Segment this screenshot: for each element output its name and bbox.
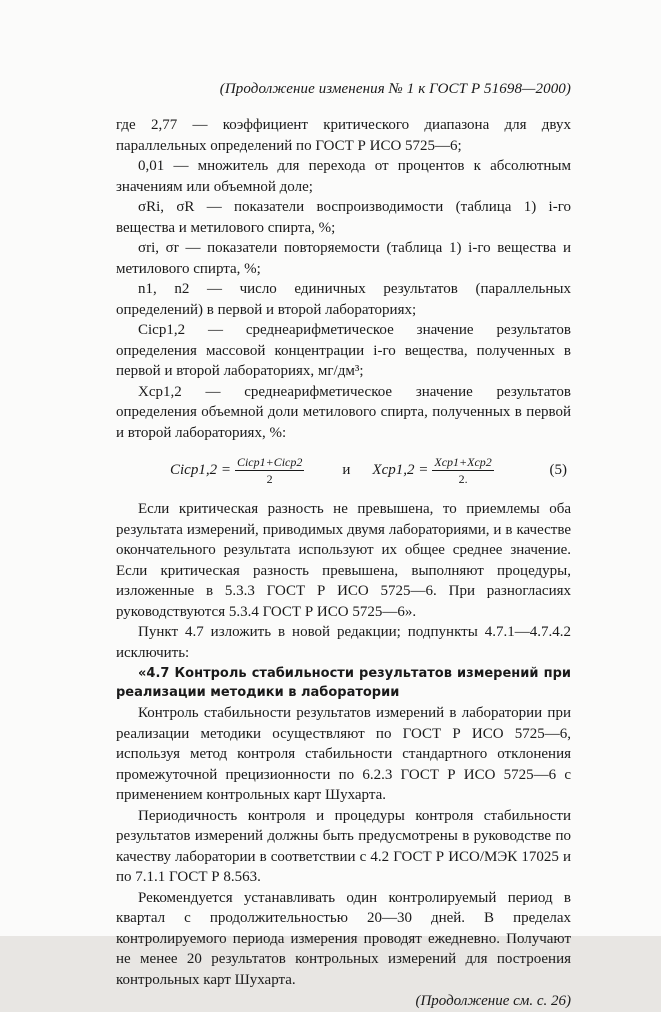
formula-left-fraction xyxy=(235,455,304,486)
paragraph-multiplier: 0,01 — множитель для перехода от процентов к абсолютным значениям или объемной доле; xyxy=(116,158,571,195)
section-heading: «4.7 Контроль стабильности результатов измерений при реализации методики в лаборатории xyxy=(116,666,571,700)
formula-conjunction: и xyxy=(342,461,351,478)
formula-left xyxy=(170,455,308,486)
paragraph-volume-fraction: Xcp1,2 — среднеарифметическое значение результатов определения объемной доли метилового спирта, полученных в первой и второй лабораториях, %: xyxy=(116,383,571,441)
formula-right-numerator: Xcp1+Xcp2 xyxy=(434,454,492,469)
formula-left-lhs: Cicp1,2 = xyxy=(170,461,231,478)
paragraph-recommendation: Рекомендуется устанавливать один контролируемый период в квартал с продолжительностью 20—30 дней. В пределах контролируемого периода измерения проводят ежедневно. Получают не менее 20 результатов контрольных измерений для построения контрольных карт Шухарта. xyxy=(116,889,571,988)
formula-left-numerator: Cicp1+Cicp2 xyxy=(236,454,303,469)
paragraph-periodicity: Периодичность контроля и процедуры контроля стабильности результатов измерений должны быть предусмотрены в руководстве по качеству лаборатории в соответствии с 4.2 ГОСТ Р ИСО/МЭК 17025 и по 7.1.1 ГОСТ Р 8.563. xyxy=(116,807,571,885)
formula-right-fraction xyxy=(432,455,493,486)
paragraph-critical-difference: Если критическая разность не превышена, то приемлемы оба результата измерений, приводимых двумя лабораториями, и в качестве окончательного результата используют их общее среднее значение. Если критическая разность превышена, выполняют процедуры, изложенные в 5.3.3 ГОСТ Р ИСО 5725—6. При разногласиях руководствуются 5.3.4 ГОСТ Р ИСО 5725—6». xyxy=(116,501,571,620)
paragraph-coefficient: где 2,77 — коэффициент критического диапазона для двух параллельных определений по ГОСТ Р ИСО 5725—6; xyxy=(116,117,571,154)
paragraph-count: n1, n2 — число единичных результатов (параллельных определений) в первой и второй лабораториях; xyxy=(116,281,571,318)
formula-number: (5) xyxy=(549,461,567,478)
document-body xyxy=(116,115,571,1012)
formula-left-denominator: 2 xyxy=(266,471,273,486)
paragraph-mass-concentration: Cicp1,2 — среднеарифметическое значение результатов определения массовой концентрации i-го вещества, полученных в первой и второй лабораториях, мг/дм³; xyxy=(116,322,571,379)
formula-5 xyxy=(116,447,571,493)
paragraph-clause-change: Пункт 4.7 изложить в новой редакции; подпункты 4.7.1—4.7.4.2 исключить: xyxy=(116,624,571,661)
paragraph-stability-control: Контроль стабильности результатов измерений в лаборатории при реализации методики осуществляют по ГОСТ Р ИСО 5725—6, используя метод контроля стабильности стандартного отклонения промежуточной прецизионности по 6.2.3 ГОСТ Р ИСО 5725—6 с применением контрольных карт Шухарта. xyxy=(116,705,571,803)
paragraph-repeatability: σri, σr — показатели повторяемости (таблица 1) i-го вещества и метилового спирта, %; xyxy=(116,240,571,277)
paragraph-reproducibility: σRi, σR — показатели воспроизводимости (таблица 1) i-го вещества и метилового спирта, %; xyxy=(116,199,571,236)
formula-right-denominator: 2. xyxy=(458,471,468,486)
page-header: (Продолжение изменения № 1 к ГОСТ Р 51698—2000) xyxy=(219,81,571,97)
formula-right-lhs: Xcp1,2 = xyxy=(372,461,429,478)
formula-right xyxy=(372,455,497,486)
page-footer: (Продолжение см. с. 26) xyxy=(415,993,571,1009)
